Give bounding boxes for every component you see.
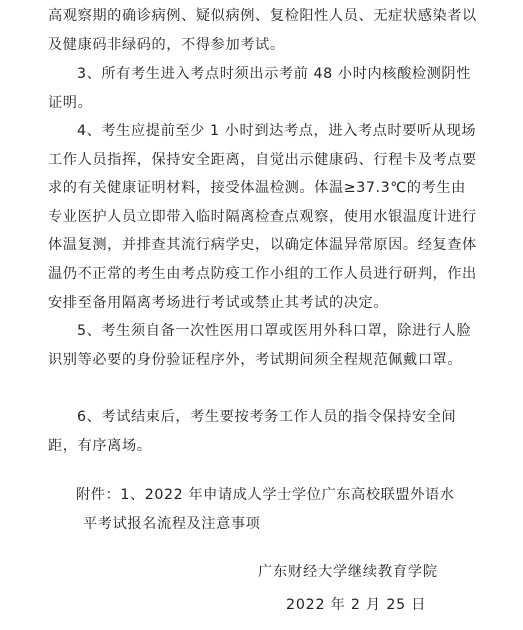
paragraph-item-4: 4、考生应提前至少 1 小时到达考点，进入考点时要听从现场工作人员指挥，保持安全距离，自觉出示健康码、行程卡及考点要求的有关健康证明材料，接受体温检测。体温≥37.3℃的考生由专业医护人员立即带入临时隔离检查点观察，使用水银温度计进行体温复测，并排查其流行病学史，以确定体温异常原因。经复查体温仍不正常的考生由考点防疫工作小组的工作人员进行研判，作出安排至备用隔离考场进行考试或禁止其考试的决定。: [48, 123, 477, 311]
paragraph-item-5: 5、考生须自备一次性医用口罩或医用外科口罩，除进行人脸识别等必要的身份验证程序外，考试期间须全程规范佩戴口罩。: [48, 323, 472, 368]
paragraph-item-6: 6、考试结束后，考生要按考务工作人员的指令保持安全间距，有序离场。: [48, 409, 457, 454]
signer-organization: 广东财经大学继续教育学院: [258, 564, 438, 580]
attachment-line-2: 平考试报名流程及注意事项: [83, 516, 261, 532]
issue-date: 2022 年 2 月 25 日: [286, 597, 427, 613]
paragraph-item-3: 3、所有考生进入考点时须出示考前 48 小时内核酸检测阴性证明。: [48, 66, 472, 111]
attachment-line-1: 附件：1、2022 年申请成人学士学位广东高校联盟外语水: [76, 487, 455, 503]
paragraph-health-requirements: 高观察期的确诊病例、疑似病例、复检阳性人员、无症状感染者以及健康码非绿码的，不得参加考试。: [48, 8, 477, 53]
